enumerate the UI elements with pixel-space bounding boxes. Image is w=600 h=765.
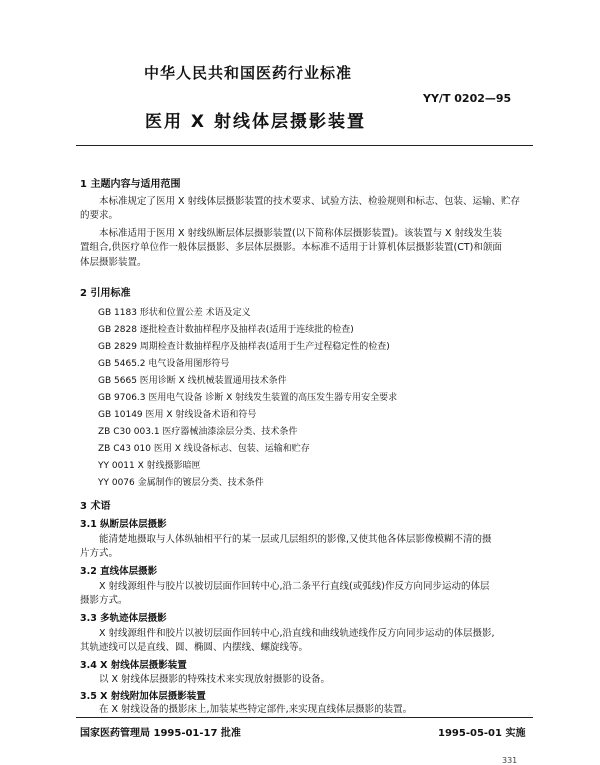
term-3-2-line-1: X 射线源组件与胶片以被切层面作回转中心,沿二条平行直线(或弧线)作反方向同步运动的体层 [99,581,490,592]
term-3-1-line-2: 片方式。 [80,548,119,559]
reference-item: GB 2828 逐批检查计数抽样程序及抽样表(适用于连续批的检查) [98,325,354,335]
reference-item: GB 1183 形状和位置公差 术语及定义 [98,308,251,318]
s1-paragraph-2-line-2: 置组合,供医疗单位作一般体层摄影、多层体层摄影。本标准不适用于计算机体层摄影装置(CT)和颌面 [80,242,502,253]
reference-item: GB 5465.2 电气设备用图形符号 [98,359,230,369]
document-title: 医用 X 射线体层摄影装置 [145,112,366,132]
standard-code: YY/T 0202—95 [423,92,512,105]
term-3-5-line-1: 在 X 射线设备的摄影床上,加装某些特定部件,来实现直线体层摄影的装置。 [99,704,413,715]
term-3-2-heading: 3.2 直线体层摄影 [80,566,158,577]
reference-item: YY 0076 金属制作的镀层分类、技术条件 [98,478,264,488]
reference-item: ZB C30 003.1 医疗器械油漆涂层分类、技术条件 [98,427,298,437]
s1-paragraph-2-line-3: 体层摄影装置。 [80,257,147,268]
reference-item: GB 10149 医用 X 射线设备术语和符号 [98,410,257,420]
term-3-4-heading: 3.4 X 射线体层摄影装置 [80,660,187,671]
industry-standard-label: 中华人民共和国医药行业标准 [144,64,353,82]
term-3-4-line-1: 以 X 射线体层摄影的特殊技术来实现放射摄影的设备。 [99,674,331,685]
section-3-heading: 3 术语 [80,501,111,512]
term-3-3-line-1: X 射线源组件和胶片以被切层面作回转中心,沿直线和曲线轨迹线作反方向同步运动的体层摄影, [99,628,495,639]
footer-divider [76,717,533,718]
s1-paragraph-1-line-2: 的要求。 [80,210,119,221]
term-3-5-heading: 3.5 X 射线附加体层摄影装置 [80,691,206,702]
s1-paragraph-1-line-1: 本标准规定了医用 X 射线体层摄影装置的技术要求、试验方法、检验规则和标志、包装、运输、贮存 [99,196,521,207]
section-2-heading: 2 引用标准 [80,288,131,299]
reference-item: GB 9706.3 医用电气设备 诊断 X 射线发生装置的高压发生器专用安全要求 [98,393,398,403]
implementation-date: 1995-05-01 实施 [438,728,526,739]
approval-info: 国家医药管理局 1995-01-17 批准 [80,728,241,739]
page-number: 331 [502,756,518,765]
reference-item: YY 0011 X 射线摄影暗匣 [98,461,201,471]
reference-item: GB 5665 医用诊断 X 线机械装置通用技术条件 [98,376,287,386]
term-3-1-heading: 3.1 纵断层体层摄影 [80,519,167,530]
term-3-3-line-2: 其轨迹线可以是直线、圆、椭圆、内摆线、螺旋线等。 [80,642,309,653]
term-3-1-line-1: 能清楚地摄取与人体纵轴相平行的某一层或几层组织的影像,又使其他各体层影像模糊不清的摄 [99,534,492,545]
term-3-2-line-2: 摄影方式。 [80,595,128,606]
term-3-3-heading: 3.3 多轨迹体层摄影 [80,613,167,624]
reference-item: GB 2829 周期检查计数抽样程序及抽样表(适用于生产过程稳定性的检查) [98,342,390,352]
reference-item: ZB C43 010 医用 X 线设备标志、包装、运输和贮存 [98,444,310,454]
header-divider [76,145,533,146]
s1-paragraph-2-line-1: 本标准适用于医用 X 射线纵断层体层摄影装置(以下简称体层摄影装置)。该装置与 X 射线发生装 [99,228,503,239]
section-1-heading: 1 主题内容与适用范围 [80,179,181,190]
